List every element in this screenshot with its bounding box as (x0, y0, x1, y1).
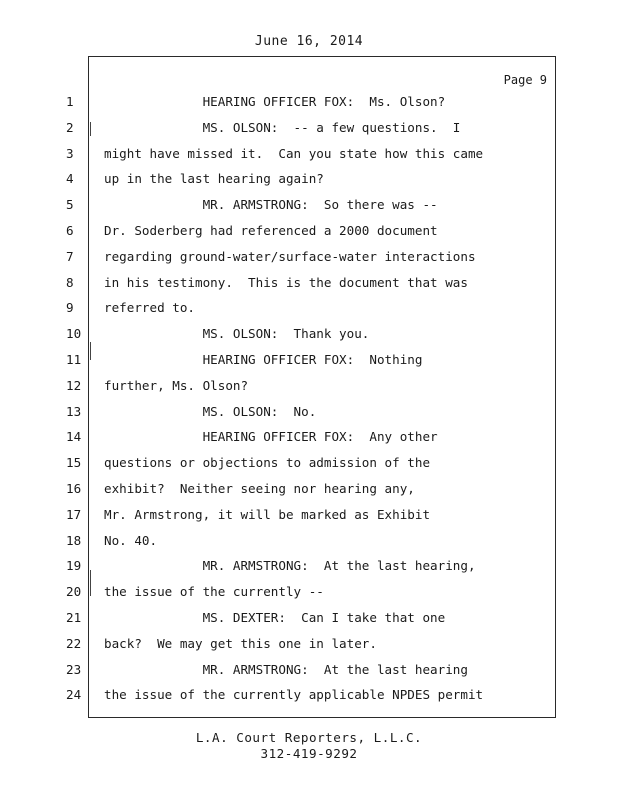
line-number: 1 (66, 94, 74, 109)
line-number: 18 (66, 532, 82, 548)
line-text: MR. ARMSTRONG: So there was -- (104, 197, 438, 213)
line-text: MR. ARMSTRONG: At the last hearing (104, 661, 468, 677)
footer-company: L.A. Court Reporters, L.L.C. (195, 730, 423, 745)
line-text: HEARING OFFICER FOX: Nothing (104, 352, 423, 367)
line-number: 22 (66, 635, 82, 651)
line-number: 8 (66, 274, 74, 290)
line-text: HEARING OFFICER FOX: Ms. Olson? (104, 94, 446, 109)
line-number: 15 (66, 455, 82, 471)
transcript-line (0, 118, 618, 138)
line-number: 3 (66, 145, 74, 161)
line-number: 13 (66, 403, 82, 419)
line-number: 12 (66, 377, 82, 393)
line-text: MS. OLSON: No. (104, 403, 317, 419)
transcript-line (0, 376, 618, 396)
transcript-line (0, 556, 618, 576)
line-text: back? We may get this one in later. (104, 635, 377, 651)
line-text: might have missed it. Can you state how this came (104, 145, 484, 161)
transcript-line (0, 634, 618, 654)
footer-phone: 312-419-9292 (260, 746, 358, 761)
line-text: Mr. Armstrong, it will be marked as Exhibit (104, 506, 431, 522)
line-number: 6 (66, 223, 74, 238)
line-number: 9 (66, 300, 74, 316)
line-number: 7 (66, 248, 74, 264)
transcript-line (0, 660, 618, 680)
scan-artifact (90, 570, 91, 596)
line-text: in his testimony. This is the document that was (104, 274, 468, 290)
scan-artifact (90, 342, 91, 360)
line-number: 20 (66, 584, 82, 600)
line-number: 23 (66, 661, 82, 677)
line-number: 19 (66, 558, 82, 574)
transcript-line (0, 531, 618, 551)
line-number: 21 (66, 610, 82, 625)
transcript-line (0, 479, 618, 499)
transcript-line (0, 324, 618, 344)
line-number: 2 (66, 119, 74, 135)
line-text: referred to. (104, 300, 195, 316)
line-text: exhibit? Neither seeing nor hearing any, (104, 481, 415, 496)
transcript-line (0, 144, 618, 164)
scan-artifact (90, 122, 91, 136)
page-header-date: June 16, 2014 (254, 34, 364, 49)
line-text: MS. OLSON: Thank you. (104, 326, 370, 342)
transcript-line (0, 402, 618, 422)
line-number: 24 (66, 687, 82, 703)
transcript-line (0, 298, 618, 318)
transcript-line (0, 169, 618, 189)
line-text: HEARING OFFICER FOX: Any other (104, 429, 438, 445)
transcript-line (0, 582, 618, 602)
transcript-line (0, 453, 618, 473)
transcript-line (0, 273, 618, 293)
transcript-line (0, 427, 618, 447)
line-text: the issue of the currently applicable NPDES permit (104, 687, 484, 703)
line-text: further, Ms. Olson? (104, 377, 249, 393)
line-text: up in the last hearing again? (104, 171, 324, 187)
line-text: No. 40. (104, 532, 158, 548)
transcript-line (0, 608, 618, 628)
line-number: 14 (66, 429, 82, 445)
line-text: questions or objections to admission of the (104, 455, 431, 471)
page-number-label: Page 9 (503, 73, 547, 87)
transcript-line (0, 247, 618, 267)
transcript-line (0, 505, 618, 525)
line-text: Dr. Soderberg had referenced a 2000 document (104, 223, 438, 238)
line-text: the issue of the currently -- (104, 584, 324, 600)
line-text: MR. ARMSTRONG: At the last hearing, (104, 558, 476, 574)
line-number: 17 (66, 506, 82, 522)
transcript-line (0, 350, 618, 370)
page-footer (0, 730, 618, 762)
line-number: 16 (66, 481, 82, 496)
line-text: MS. DEXTER: Can I take that one (104, 610, 446, 625)
line-text: MS. OLSON: -- a few questions. I (104, 119, 461, 135)
line-number: 4 (66, 171, 74, 187)
line-number: 11 (66, 352, 82, 367)
transcript-line (0, 195, 618, 215)
transcript-line (0, 221, 618, 241)
line-number: 10 (66, 326, 82, 342)
transcript-line (0, 92, 618, 112)
line-text: regarding ground-water/surface-water interactions (104, 248, 476, 264)
transcript-line (0, 685, 618, 705)
line-number: 5 (66, 197, 74, 213)
